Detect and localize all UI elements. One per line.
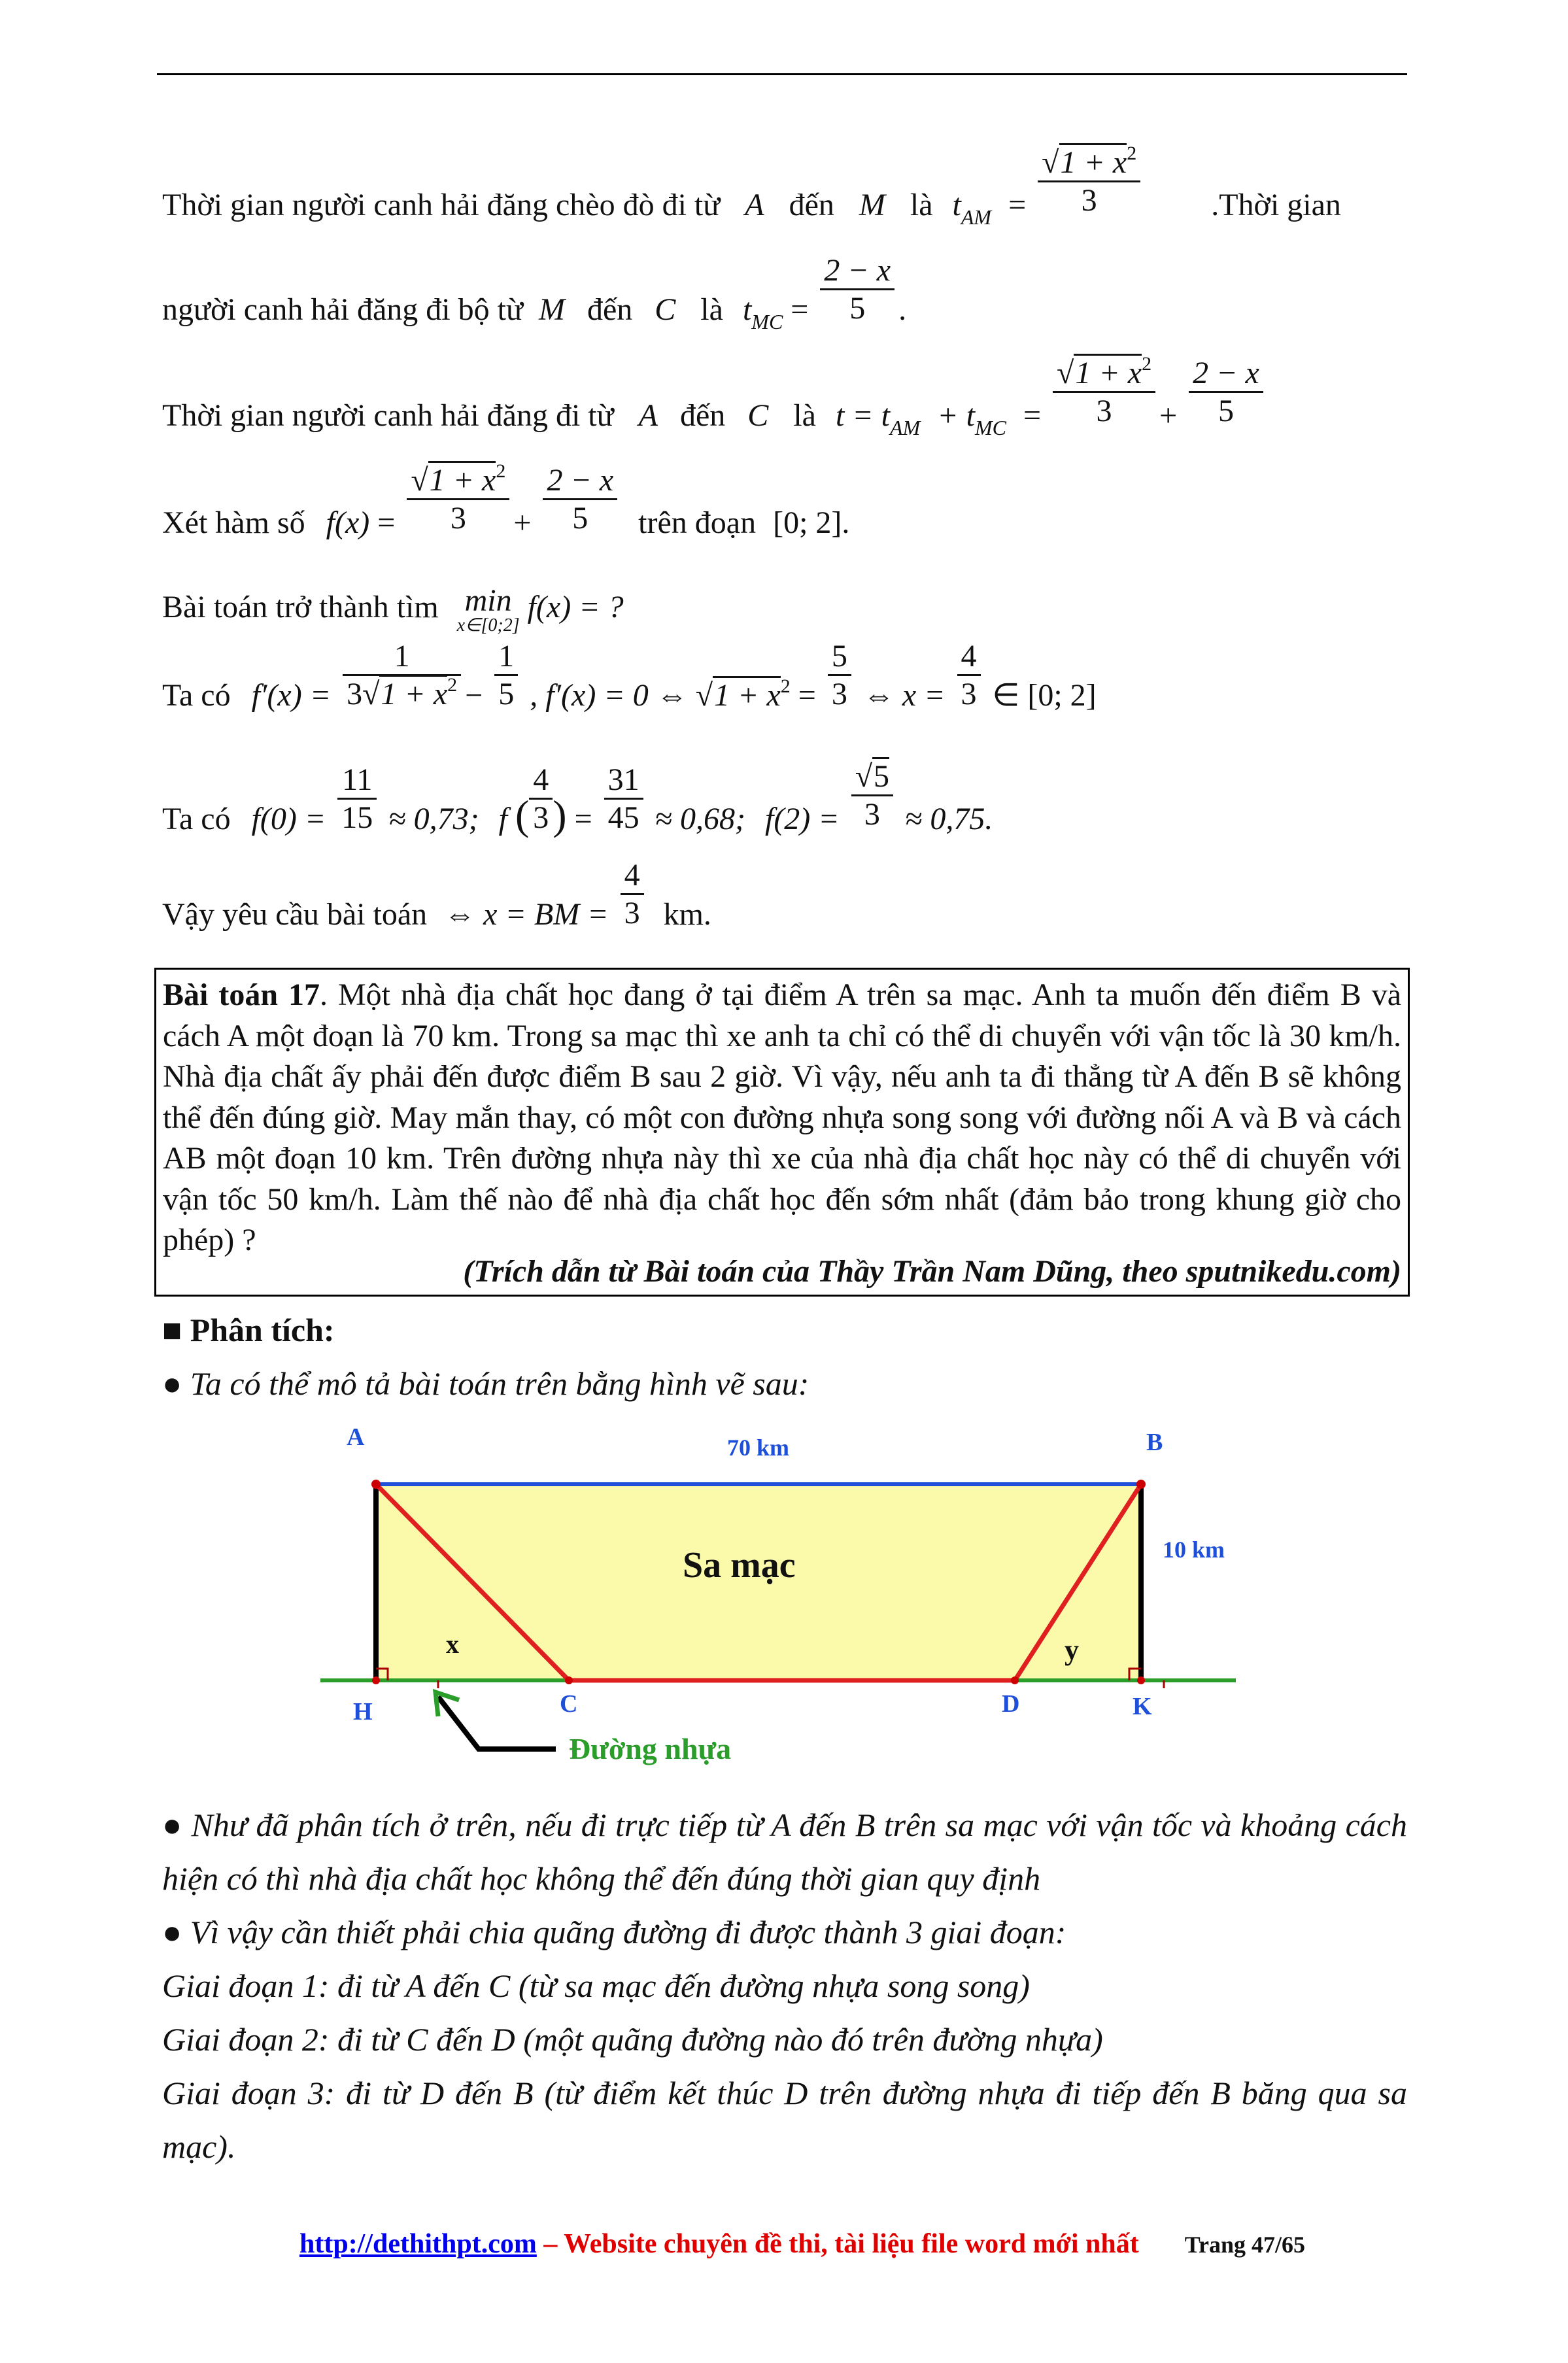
footer-tagline: – Website chuyên đề thi, tài liệu file word mới nhất xyxy=(536,2229,1139,2259)
interval: ∈ [0; 2] xyxy=(992,678,1097,713)
interval: [0; 2] xyxy=(773,505,842,540)
numerator: 2 − x xyxy=(1189,355,1263,393)
numerator: 4 xyxy=(957,638,981,676)
denominator: 3 xyxy=(1096,394,1112,429)
text: Vậy yêu cầu bài toán xyxy=(162,897,428,932)
point-B xyxy=(1136,1480,1146,1489)
var-t: t xyxy=(952,188,961,222)
numerator: 1 xyxy=(343,638,461,676)
text: Thời gian người canh hải đăng đi từ xyxy=(162,398,614,433)
denominator: 3 xyxy=(533,800,549,836)
text: trên đoạn xyxy=(638,505,757,540)
point-K xyxy=(1137,1676,1145,1684)
denominator: 5 xyxy=(1218,394,1234,429)
point-A xyxy=(371,1480,381,1489)
label-70km: 70 km xyxy=(727,1435,790,1461)
fraction xyxy=(1189,355,1263,429)
formula-line-min xyxy=(162,585,624,635)
numerator: 1 xyxy=(494,638,518,676)
value-f0: f(0) = xyxy=(251,802,326,836)
fraction xyxy=(828,638,851,712)
label-y: y xyxy=(1065,1634,1079,1666)
text: Ta có xyxy=(162,678,231,713)
denominator: 3 xyxy=(831,677,847,712)
exponent: 2 xyxy=(447,674,458,696)
road-callout-line xyxy=(438,1697,556,1749)
denominator: 3 xyxy=(864,797,880,832)
fraction xyxy=(337,762,377,836)
text: người canh hải đăng đi bộ từ xyxy=(162,292,523,327)
min-operator xyxy=(457,585,520,635)
numerator: 5 xyxy=(828,638,851,676)
label-x: x xyxy=(446,1629,459,1659)
radicand: 1 + x xyxy=(379,675,447,711)
text: .Thời gian xyxy=(1211,188,1341,222)
text: là xyxy=(910,188,933,222)
min-label: min xyxy=(464,583,512,618)
label-road: Đường nhựa xyxy=(569,1732,732,1765)
fraction xyxy=(820,252,895,326)
footer-link[interactable]: http://dethithpt.com xyxy=(299,2229,537,2259)
approx: ≈ 0,68; xyxy=(655,802,745,836)
radicand: 5 xyxy=(872,757,889,794)
formula-line-values: Ta có f(0) = $\frac{11}{15}$ ≈ 0,73; f ( $\frac{4}{3}$ ) = $\frac{31}{45}$ ≈ 0,68; f(2) = $\frac{√5}{3}$ ≈ 0,75. xyxy=(162,794,993,836)
function: f(x) xyxy=(326,505,370,540)
fraction: $\frac{√1 + x^2}{3}$ xyxy=(407,462,509,536)
radicand: 1 + x xyxy=(428,461,496,498)
label-A: A xyxy=(347,1423,365,1451)
denominator: 3 xyxy=(450,501,466,536)
problem-text xyxy=(163,975,1401,1261)
denominator: 3 xyxy=(961,677,977,712)
label-C: C xyxy=(560,1690,578,1718)
derivative: f′(x) = xyxy=(251,678,332,713)
label-H: H xyxy=(353,1698,373,1726)
top-rule xyxy=(157,73,1407,75)
numerator: 31 xyxy=(604,762,643,800)
fraction xyxy=(621,857,644,931)
radicand: 1 + x xyxy=(1059,143,1127,180)
approx: ≈ 0,75. xyxy=(905,802,993,836)
label-desert: Sa mạc xyxy=(683,1545,796,1586)
footer xyxy=(299,2228,1305,2260)
problem-title: Bài toán 17 xyxy=(163,978,320,1012)
var-A: A xyxy=(745,188,764,222)
equation: f(x) = ? xyxy=(527,590,624,625)
point-H xyxy=(372,1676,380,1684)
radicand: 1 + x xyxy=(713,676,781,713)
paragraph: Giai đoạn 2: đi từ C đến D (một quãng đường nào đó trên đường nhựa) xyxy=(162,2021,1103,2058)
denominator: 15 xyxy=(341,800,373,836)
denominator: 3 xyxy=(624,896,640,931)
var-t: t xyxy=(742,292,752,327)
paragraph: Giai đoạn 3: đi từ D đến B (từ điểm kết thúc D trên đường nhựa đi tiếp đến B băng qua sa mạc). xyxy=(162,2075,1407,2165)
value-f2: f(2) = xyxy=(764,802,840,836)
section-heading: ■ Phân tích: xyxy=(162,1312,335,1348)
denominator: 5 xyxy=(849,291,866,326)
subscript: AM xyxy=(961,205,992,229)
numerator: 11 xyxy=(337,762,377,800)
numerator: 4 xyxy=(529,762,553,800)
exponent: 2 xyxy=(496,460,506,483)
problem-box xyxy=(154,968,1410,1297)
text: Ta có xyxy=(162,802,231,836)
denominator: 5 xyxy=(572,501,588,536)
fraction xyxy=(604,762,643,836)
approx: ≈ 0,73; xyxy=(388,802,479,836)
formula-line-conclusion xyxy=(162,858,711,932)
formula-line-tam: Thời gian người canh hải đăng chèo đò đi từ A đến M là $t_{AM}$ = $\frac{√1 + x^2}{3}$ .Thời gian xyxy=(162,143,1341,229)
var-M: M xyxy=(859,188,885,222)
fraction: $\frac{√1 + x^2}{3}$ xyxy=(1053,355,1155,429)
radicand: 1 + x xyxy=(1074,354,1142,390)
label-B: B xyxy=(1146,1429,1163,1456)
denominator: 5 xyxy=(498,677,515,712)
subscript: MC xyxy=(974,416,1006,439)
citation: (Trích dẫn từ Bài toán của Thầy Trần Nam Dũng, theo sputnikedu.com) xyxy=(463,1254,1401,1289)
page-number: Trang 47/65 xyxy=(1184,2232,1306,2258)
fraction: $\frac{1}{3√1 + x^2}$ xyxy=(343,638,461,712)
text: là xyxy=(793,398,816,433)
label-10km: 10 km xyxy=(1163,1537,1225,1563)
derivative-eq: , f′(x) = 0 ⇔ xyxy=(530,678,688,713)
text: đến xyxy=(789,188,834,222)
numerator: 4 xyxy=(621,857,644,895)
equation: ⇔ x = xyxy=(862,678,946,713)
min-subscript: x∈[0;2] xyxy=(456,615,520,636)
fraction xyxy=(543,462,617,536)
text: Bài toán trở thành tìm xyxy=(162,590,439,625)
fraction xyxy=(957,638,981,712)
paragraph: Giai đoạn 1: đi từ A đến C (từ sa mạc đến đường nhựa song song) xyxy=(162,1967,1030,2004)
subscript: AM xyxy=(890,416,921,439)
var-M: M xyxy=(538,292,565,327)
coef: 3 xyxy=(347,677,363,712)
text: đến xyxy=(679,398,726,433)
paragraph: ● Như đã phân tích ở trên, nếu đi trực tiếp từ A đến B trên sa mạc với vận tốc và khoảng cách hiện có thì nhà địa chất học không thể đến đúng thời gian quy định xyxy=(162,1807,1407,1897)
text: đến xyxy=(587,292,633,327)
denominator: 45 xyxy=(607,800,639,836)
text: Thời gian người canh hải đăng chèo đò đi từ xyxy=(162,188,721,222)
fraction xyxy=(529,762,553,836)
problem-body: . Một nhà địa chất học đang ở tại điểm A trên sa mạc. Anh ta muốn đến điểm B và cách A một đoạn là 70 km. Trong sa mạc thì xe anh ta chỉ có thể di chuyển với vận tốc là 30 km/h. Nhà địa chất ấy phải đến được điểm B sau 2 giờ. Vì vậy, nếu anh ta đi thẳng từ A đến B sẽ không thể đến đúng giờ. May mắn thay, có một con đường nhựa song song với đường nối A và B và cách AB một đoạn 10 km. Trên đường nhựa này thì xe của nhà địa chất học này có thể di chuyển với vận tốc 50 km/h. Làm thế nào để nhà địa chất học đến sớm nhất (đảm bảo trong khung giờ cho phép) ? xyxy=(163,978,1401,1257)
var-C: C xyxy=(655,292,676,327)
formula-line-tmc: người canh hải đăng đi bộ từ M đến C là $t_{MC}$ = $\frac{2 - x}{5}$ . xyxy=(162,253,907,333)
text: Xét hàm số xyxy=(162,505,305,540)
text: km. xyxy=(663,897,711,932)
formula-line-fx: Xét hàm số f(x) = $\frac{√1 + x^2}{3}$ + $\frac{2 - x}{5}$ trên đoạn [0; 2]. xyxy=(162,460,850,540)
point-C xyxy=(565,1676,573,1684)
fraction xyxy=(494,638,518,712)
label-K: K xyxy=(1133,1693,1152,1720)
exponent: 2 xyxy=(1127,143,1137,165)
point-D xyxy=(1011,1676,1019,1684)
paragraph: ● Ta có thể mô tả bài toán trên bằng hình vẽ sau: xyxy=(162,1365,810,1402)
formula-line-total: Thời gian người canh hải đăng đi từ A đến C là $t = t_{AM} + t_{MC}$ = $\frac{√1 + x^2}{3}$ + $\frac{2 - x}{5}$ xyxy=(162,400,1267,432)
denominator: 3 xyxy=(1081,183,1097,218)
numerator: 2 − x xyxy=(543,462,617,500)
formula-line-derivative: Ta có f′(x) = $\frac{1}{3√1 + x^2}$ − $\frac{1}{5}$ , f′(x) = 0 ⇔ $√1 + x^2$ = $\frac{5}{3}$ ⇔ x = $\frac{4}{3}$ ∈ [0; 2] xyxy=(162,639,1097,713)
exponent: 2 xyxy=(780,675,791,697)
desert-diagram xyxy=(307,1419,1262,1785)
fraction: $\frac{√1 + x^2}{3}$ xyxy=(1038,144,1140,218)
text: là xyxy=(700,292,723,327)
exponent: 2 xyxy=(1142,353,1152,375)
paragraph: ● Vì vậy cần thiết phải chia quãng đường đi được thành 3 giai đoạn: xyxy=(162,1914,1066,1950)
equation: ⇔ x = BM = xyxy=(444,897,609,932)
label-D: D xyxy=(1002,1690,1020,1718)
value-f43: f xyxy=(498,802,507,836)
var-A: A xyxy=(638,398,658,433)
subscript: MC xyxy=(751,310,783,333)
numerator: 2 − x xyxy=(820,252,895,290)
fraction: $\frac{√5}{3}$ xyxy=(851,758,893,832)
var-C: C xyxy=(747,398,769,433)
